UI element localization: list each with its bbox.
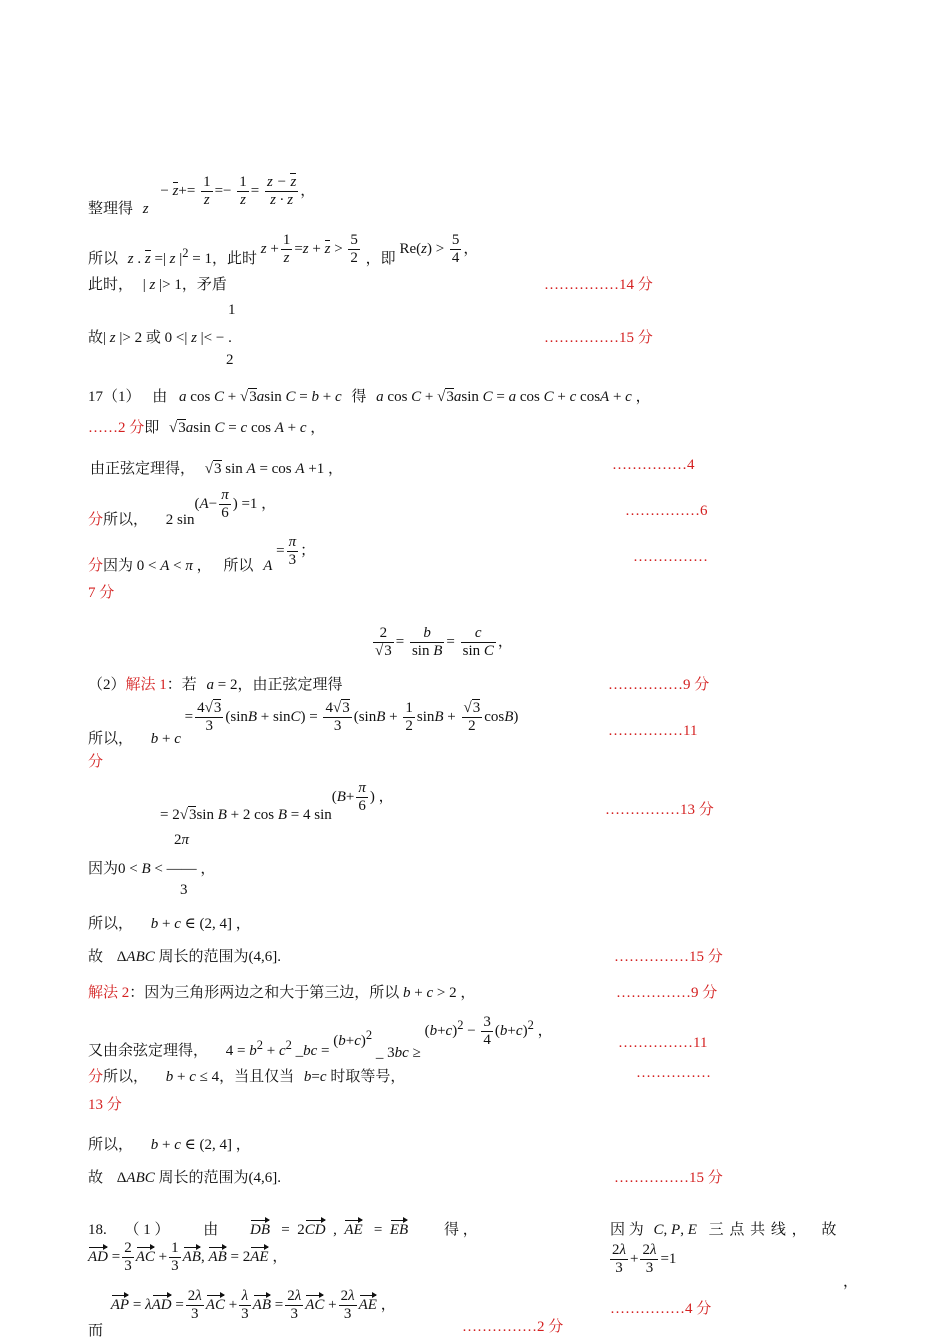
frac-three: 3 — [180, 882, 188, 898]
label-huo: 或 — [145, 330, 161, 346]
label-suoyi6: 所以， — [103, 1069, 149, 1085]
fen-label-b: 分 — [88, 558, 104, 575]
triangle-abc: ΔABC — [116, 949, 155, 965]
fen-label-c: 分 — [88, 1069, 104, 1085]
fen-label-a: 分 — [88, 512, 104, 529]
math-z: z — [142, 201, 149, 218]
formula-bc-le4: b + c ≤ 4 — [165, 1069, 220, 1085]
score-mark-7: 7 分 — [88, 585, 115, 601]
label-suoyi2: 所以， — [103, 512, 149, 529]
label-gu3: 故 — [88, 1170, 104, 1186]
label-yinwei2: 因为 — [88, 861, 119, 877]
perimeter-range2: (4,6]. — [248, 1170, 282, 1186]
formula-ineq: $(b+c)^2$ − $\frac{3}{4}$ $(b+c)^2$ ， — [424, 1014, 553, 1049]
score-mark-11b: ……………11 — [618, 1035, 708, 1051]
p17-line3 — [90, 457, 343, 478]
formula-range-A: 0 < A < π ， — [136, 558, 212, 575]
part2-intro — [88, 673, 343, 694]
formula-sine-ratio: $\frac{2}{√3}$ = $\frac{b}{\text{sin B}}$ = $\frac{c}{\text{sin C}}$ ， — [375, 625, 513, 660]
formula-4sin: = 2√3sin B + 2 cos B = 4 sin — [160, 807, 332, 824]
score-mark-7-dots: …………… — [633, 549, 708, 565]
p18-line2 — [88, 1240, 287, 1276]
formula-cosine: $4 = b^2 + c^2$ _bc = — [225, 1038, 334, 1060]
label-zhouchang2: 周长的范围为 — [158, 1170, 249, 1186]
label-maodun: ，矛盾 — [181, 277, 227, 293]
label-zhouchang: 周长的范围为 — [158, 949, 249, 965]
formula-angle: (A− $\frac{\pi}{6}$ ) =1 ， — [194, 487, 277, 522]
score-mark-15c: ……………15 分 — [614, 1170, 723, 1186]
score-mark-2: ……2 分 — [88, 420, 145, 436]
label-de18: 得 — [443, 1222, 459, 1238]
fen-label-11: 分 — [88, 754, 104, 770]
formula-2sin: 2 sin — [165, 512, 195, 529]
perimeter-range: (4,6]. — [248, 949, 282, 965]
label-shiqu: 时取等号， — [330, 1069, 406, 1085]
formula-B-angle: (B+ $\frac{\pi}{6}$ ) ， — [331, 780, 394, 815]
p18-right-line2 — [608, 1242, 676, 1278]
p17-line2 — [88, 416, 325, 437]
label-sine-law: 由正弦定理得， — [90, 461, 196, 477]
label-cosine-law: 又由余弦定理得， — [88, 1043, 209, 1060]
p17-bc-le4: 分所以， b + c ≤ 4，当且仅当 b=c 时取等号， — [88, 1069, 406, 1085]
method-2-text: ：因为三角形两边之和大于第三边，所以 — [129, 985, 400, 1001]
p17-bc-range — [88, 912, 251, 933]
label-yinwei18: 因 为 — [610, 1222, 644, 1238]
label-ji2: 即 — [144, 420, 160, 436]
label-suoyi7: 所以， — [88, 1137, 134, 1153]
score-mark-13-dots: …………… — [636, 1065, 711, 1081]
problem-number-18: 18. — [88, 1222, 107, 1238]
formula-vec-DB: DB = 2CD , AE = EB — [250, 1222, 409, 1238]
p18-right-line1: 因 为 C, P, E 三 点 共 线 ， 故 — [610, 1222, 837, 1238]
conclusion-text: 故| z |> 2 或 0 <| z |< − . — [88, 330, 232, 346]
B-range-text: 因为0 < B < —— ， — [88, 861, 216, 877]
p18-line1: 18. （ 1 ） 由 DB = 2CD , AE = EB 得 ， — [88, 1222, 478, 1238]
score-mark-14: ……………14 分 — [544, 277, 653, 293]
formula-b-eq-c: b — [303, 1069, 312, 1085]
p17-line5 — [88, 530, 316, 575]
part-1-label: （1） — [103, 389, 141, 405]
comma-right: ， — [843, 1274, 859, 1290]
label-cishi2: 此时， — [88, 277, 134, 293]
method-1-label: 解法 1 — [125, 677, 167, 693]
p17-bc-range2 — [88, 1133, 251, 1154]
part-1-label-18: （ 1 ） — [124, 1222, 170, 1238]
formula-A-value: = $\frac{\pi}{3}$ ； — [276, 534, 316, 569]
label-ji: ，即 — [365, 251, 396, 268]
formula-bc-range2: b + c ∈ (2, 4] ， — [150, 1137, 251, 1153]
formula-sinA: √3 sin A = cos A +1 ， — [204, 461, 344, 477]
score-mark-13b: 13 分 — [88, 1097, 122, 1113]
method-2-label: 解法 2 — [88, 985, 130, 1001]
frac-two: 2 — [226, 352, 234, 368]
label-gu18: 故 — [821, 1222, 837, 1238]
label-suoyi4: 所以， — [88, 731, 134, 748]
p17-perimeter2 — [88, 1166, 281, 1187]
formula-AD: AD = $\frac{2}{3}$ AC + $\frac{1}{3}$ AB, AB = 2AE ， — [88, 1240, 288, 1275]
problem-number-17: 17 — [88, 389, 103, 405]
score-mark-6: ……………6 — [625, 503, 708, 519]
formula-3bc: _ 3bc ≥ — [372, 1045, 425, 1062]
score-mark-4b: ……………4 分 — [610, 1301, 712, 1317]
p17-part2-line3 — [160, 780, 394, 824]
label-de: 得 — [351, 389, 367, 405]
therefore-line — [88, 222, 479, 268]
math-A: A — [263, 558, 273, 575]
score-mark-11: ……………11 — [608, 723, 698, 739]
p17-method2 — [88, 981, 475, 1002]
formula-zzbar: z . z =| z $|^2 = 1$ — [127, 246, 212, 268]
label-gu2: 故 — [88, 949, 104, 965]
formula-re: Re(z) > $\frac{5}{4}$ ， — [399, 232, 479, 267]
label-suoyi: 所以 — [88, 251, 119, 268]
score-mark-9: ……………9 分 — [608, 677, 710, 693]
p17-part2-line2 — [88, 700, 519, 748]
score-mark-4: ……………4 — [612, 457, 695, 473]
p17-line4 — [88, 485, 277, 529]
formula-absz: | z |> 1 — [142, 277, 182, 293]
label-sine-law2: ，由正弦定理得 — [237, 677, 343, 693]
frac-one: 1 — [228, 302, 236, 318]
label-yinwei: 因为 — [103, 558, 134, 575]
points-CPE: C — [653, 1222, 664, 1238]
formula-bc: b + c — [150, 731, 181, 748]
denom-two — [375, 673, 379, 690]
label-cishi: ，此时 — [212, 251, 258, 268]
formula-lambda-sum: $\frac{2\lambda}{3}$ + $\frac{2\lambda}{3}$ =1 — [612, 1242, 677, 1277]
label-collinear: 三 点 共 线 ， — [708, 1222, 808, 1238]
formula-bc-expand: = $\frac{4√3}{3}$ (sinB + sinC) = $\frac{4√3}{3}$ (sinB + $\frac{1}{2}$ sinB + $\frac{√3}{2}$ cosB) — [184, 700, 519, 735]
label-dangqie: ，当且仅当 — [219, 1069, 295, 1085]
formula-bc-range: b + c ∈ (2, 4] ， — [150, 916, 251, 932]
p17-cosine-law — [88, 1014, 553, 1062]
p17-line1 — [88, 385, 651, 406]
formula-expand: a cos C + √3asin C = a cos C + c cosA + c ， — [376, 389, 651, 405]
label-suoyi3: 所以 — [223, 558, 254, 575]
label-ruo: ：若 — [166, 677, 197, 693]
part-2-label: （2） — [88, 677, 126, 693]
label-zhengli: 整理得 — [88, 201, 134, 218]
formula-AP: AP = λAD = $\frac{2\lambda}{3}$ AC + $\frac{\lambda}{3}$ AB = $\frac{2\lambda}{3}$ AC + $\frac{2\lambda}{3}$ AE ， — [110, 1288, 396, 1323]
score-mark-9b: ……………9 分 — [616, 985, 718, 1001]
score-mark-2b: ……………2 分 — [462, 1319, 564, 1335]
simplify-line — [88, 160, 316, 218]
label-gu: 故 — [88, 330, 104, 346]
score-mark-13: ……………13 分 — [605, 802, 714, 818]
label-you: 由 — [152, 389, 168, 405]
formula-bc-gt2: b + c > 2 ， — [403, 985, 476, 1001]
contradiction-line — [88, 273, 227, 294]
frac-2pi: 2π — [174, 832, 190, 848]
triangle-abc2: ΔABC — [116, 1170, 155, 1186]
formula-step2: √3asin C = c cos A + c ， — [169, 420, 326, 436]
score-mark-15b: ……………15 分 — [614, 949, 723, 965]
p18-line3 — [88, 1288, 396, 1340]
formula-sum: z + $\frac{1}{z}$ =z + z > $\frac{5}{2}$ — [260, 232, 358, 267]
label-suoyi5: 所以， — [88, 916, 134, 932]
formula-given: a cos C + √3asin C = b + c — [179, 389, 342, 405]
formula-simplify: − z+= $\frac{1}{z}$ =− $\frac{1}{z}$ = $\frac{z - z}{z \cdot z}$ ， — [160, 174, 316, 209]
p17-perimeter — [88, 945, 281, 966]
formula-bc-sq: $(b+c)^2$ — [333, 1028, 373, 1050]
formula-a-eq-2: a = 2 — [206, 677, 238, 693]
label-er: 而 — [88, 1323, 104, 1340]
score-mark-15a: ……………15 分 — [544, 330, 653, 346]
label-you18: 由 — [203, 1222, 219, 1238]
